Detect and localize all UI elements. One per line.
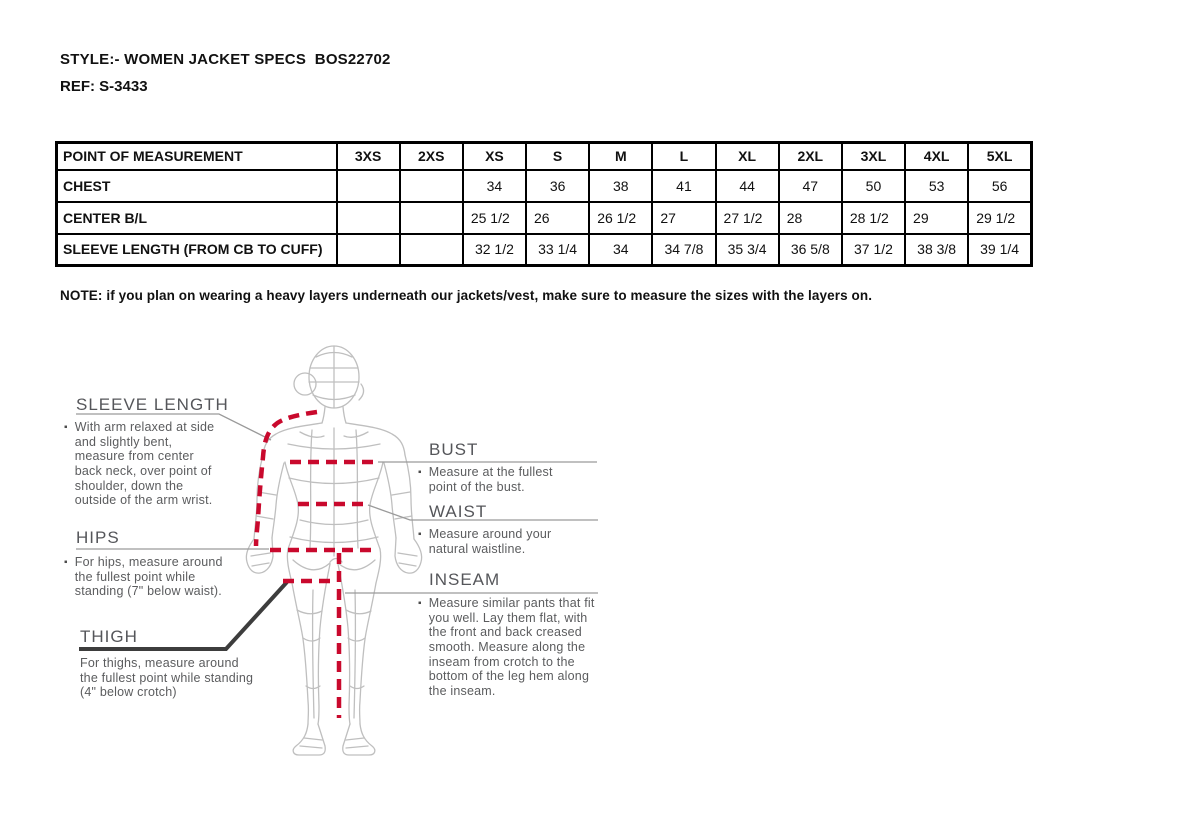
row-label-sleeve-length: SLEEVE LENGTH (FROM CB TO CUFF) (57, 234, 337, 266)
sleeve-cell-2xl: 36 5/8 (779, 234, 842, 266)
bullet-square-icon: ▪ (418, 529, 422, 540)
chest-cell-l: 41 (652, 170, 715, 202)
measurement-lines (256, 412, 378, 718)
row-label-center-bl: CENTER B/L (57, 202, 337, 234)
sleeve-cell-4xl: 38 3/8 (905, 234, 968, 266)
center-bl-cell-xl: 27 1/2 (716, 202, 779, 234)
column-header-4xl: 4XL (905, 143, 968, 170)
waist-text: Measure around your natural waistline. (428, 527, 552, 556)
inseam-heading: INSEAM (429, 570, 501, 589)
sleeve-cell-3xl: 37 1/2 (842, 234, 905, 266)
bust-text: Measure at the fullest point of the bust. (428, 465, 553, 494)
sleeve-length-text: With arm relaxed at side and slightly bent, measure from center back neck, over point of shoulder, down the outside of the arm wrist. (74, 420, 215, 508)
column-header-l: L (652, 143, 715, 170)
center-bl-cell-xs: 25 1/2 (463, 202, 526, 234)
column-header-3xl: 3XL (842, 143, 905, 170)
chest-cell-3xl: 50 (842, 170, 905, 202)
sleeve-length-description (64, 420, 224, 508)
column-header-2xl: 2XL (779, 143, 842, 170)
hips-description (64, 555, 236, 599)
center-bl-cell-s: 26 (526, 202, 589, 234)
chest-cell-5xl: 56 (968, 170, 1031, 202)
bullet-square-icon: ▪ (418, 598, 422, 609)
layers-note: NOTE: if you plan on wearing a heavy layers underneath our jackets/vest, make sure to measure the sizes with the layers on. (60, 288, 873, 303)
chest-cell-s: 36 (526, 170, 589, 202)
sleeve-cell-xl: 35 3/4 (716, 234, 779, 266)
sleeve-cell-xs: 32 1/2 (463, 234, 526, 266)
inseam-description (418, 596, 603, 698)
chest-cell-xs: 34 (463, 170, 526, 202)
waist-heading: WAIST (429, 502, 488, 521)
chest-cell-xl: 44 (716, 170, 779, 202)
bullet-square-icon: ▪ (64, 422, 68, 433)
center-bl-cell-5xl: 29 1/2 (968, 202, 1031, 234)
thigh-text: For thighs, measure around the fullest point while standing (4" below crotch) (80, 656, 254, 700)
center-bl-cell-2xl: 28 (779, 202, 842, 234)
center-bl-cell-3xl: 28 1/2 (842, 202, 905, 234)
row-label-chest: CHEST (57, 170, 337, 202)
center-bl-cell-4xl: 29 (905, 202, 968, 234)
chest-cell-m: 38 (589, 170, 652, 202)
thigh-heading: THIGH (80, 627, 138, 646)
hips-text: For hips, measure around the fullest point while standing (7" below waist). (74, 555, 223, 599)
style-title: STYLE:- WOMEN JACKET SPECS BOS22702 (60, 51, 391, 68)
column-header-point-of-measurement: POINT OF MEASUREMENT (57, 143, 337, 170)
ref-number: REF: S-3433 (60, 78, 148, 95)
sleeve-cell-m: 34 (589, 234, 652, 266)
sleeve-cell-s: 33 1/4 (526, 234, 589, 266)
column-header-5xl: 5XL (968, 143, 1031, 170)
bust-heading: BUST (429, 440, 479, 459)
waist-description (418, 527, 583, 556)
column-header-3xs: 3XS (337, 143, 400, 170)
hips-heading: HIPS (76, 528, 120, 547)
column-header-s: S (526, 143, 589, 170)
center-bl-cell-l: 27 (652, 202, 715, 234)
column-header-xs: XS (463, 143, 526, 170)
bullet-square-icon: ▪ (64, 557, 68, 568)
column-header-m: M (589, 143, 652, 170)
sleeve-cell-5xl: 39 1/4 (968, 234, 1031, 266)
center-bl-cell-m: 26 1/2 (589, 202, 652, 234)
bullet-square-icon: ▪ (418, 467, 422, 478)
sleeve-measure-line (256, 412, 317, 546)
chest-cell-4xl: 53 (905, 170, 968, 202)
inseam-text: Measure similar pants that fit you well. Lay them flat, with the front and back creased smooth. Measure along the inseam from crotch to the bottom of the leg hem along the inseam. (428, 596, 595, 698)
column-header-2xs: 2XS (400, 143, 463, 170)
column-header-xl: XL (716, 143, 779, 170)
bust-description (418, 465, 583, 494)
chest-cell-2xl: 47 (779, 170, 842, 202)
sleeve-length-heading: SLEEVE LENGTH (76, 395, 229, 414)
thigh-description (80, 656, 258, 700)
sleeve-cell-l: 34 7/8 (652, 234, 715, 266)
